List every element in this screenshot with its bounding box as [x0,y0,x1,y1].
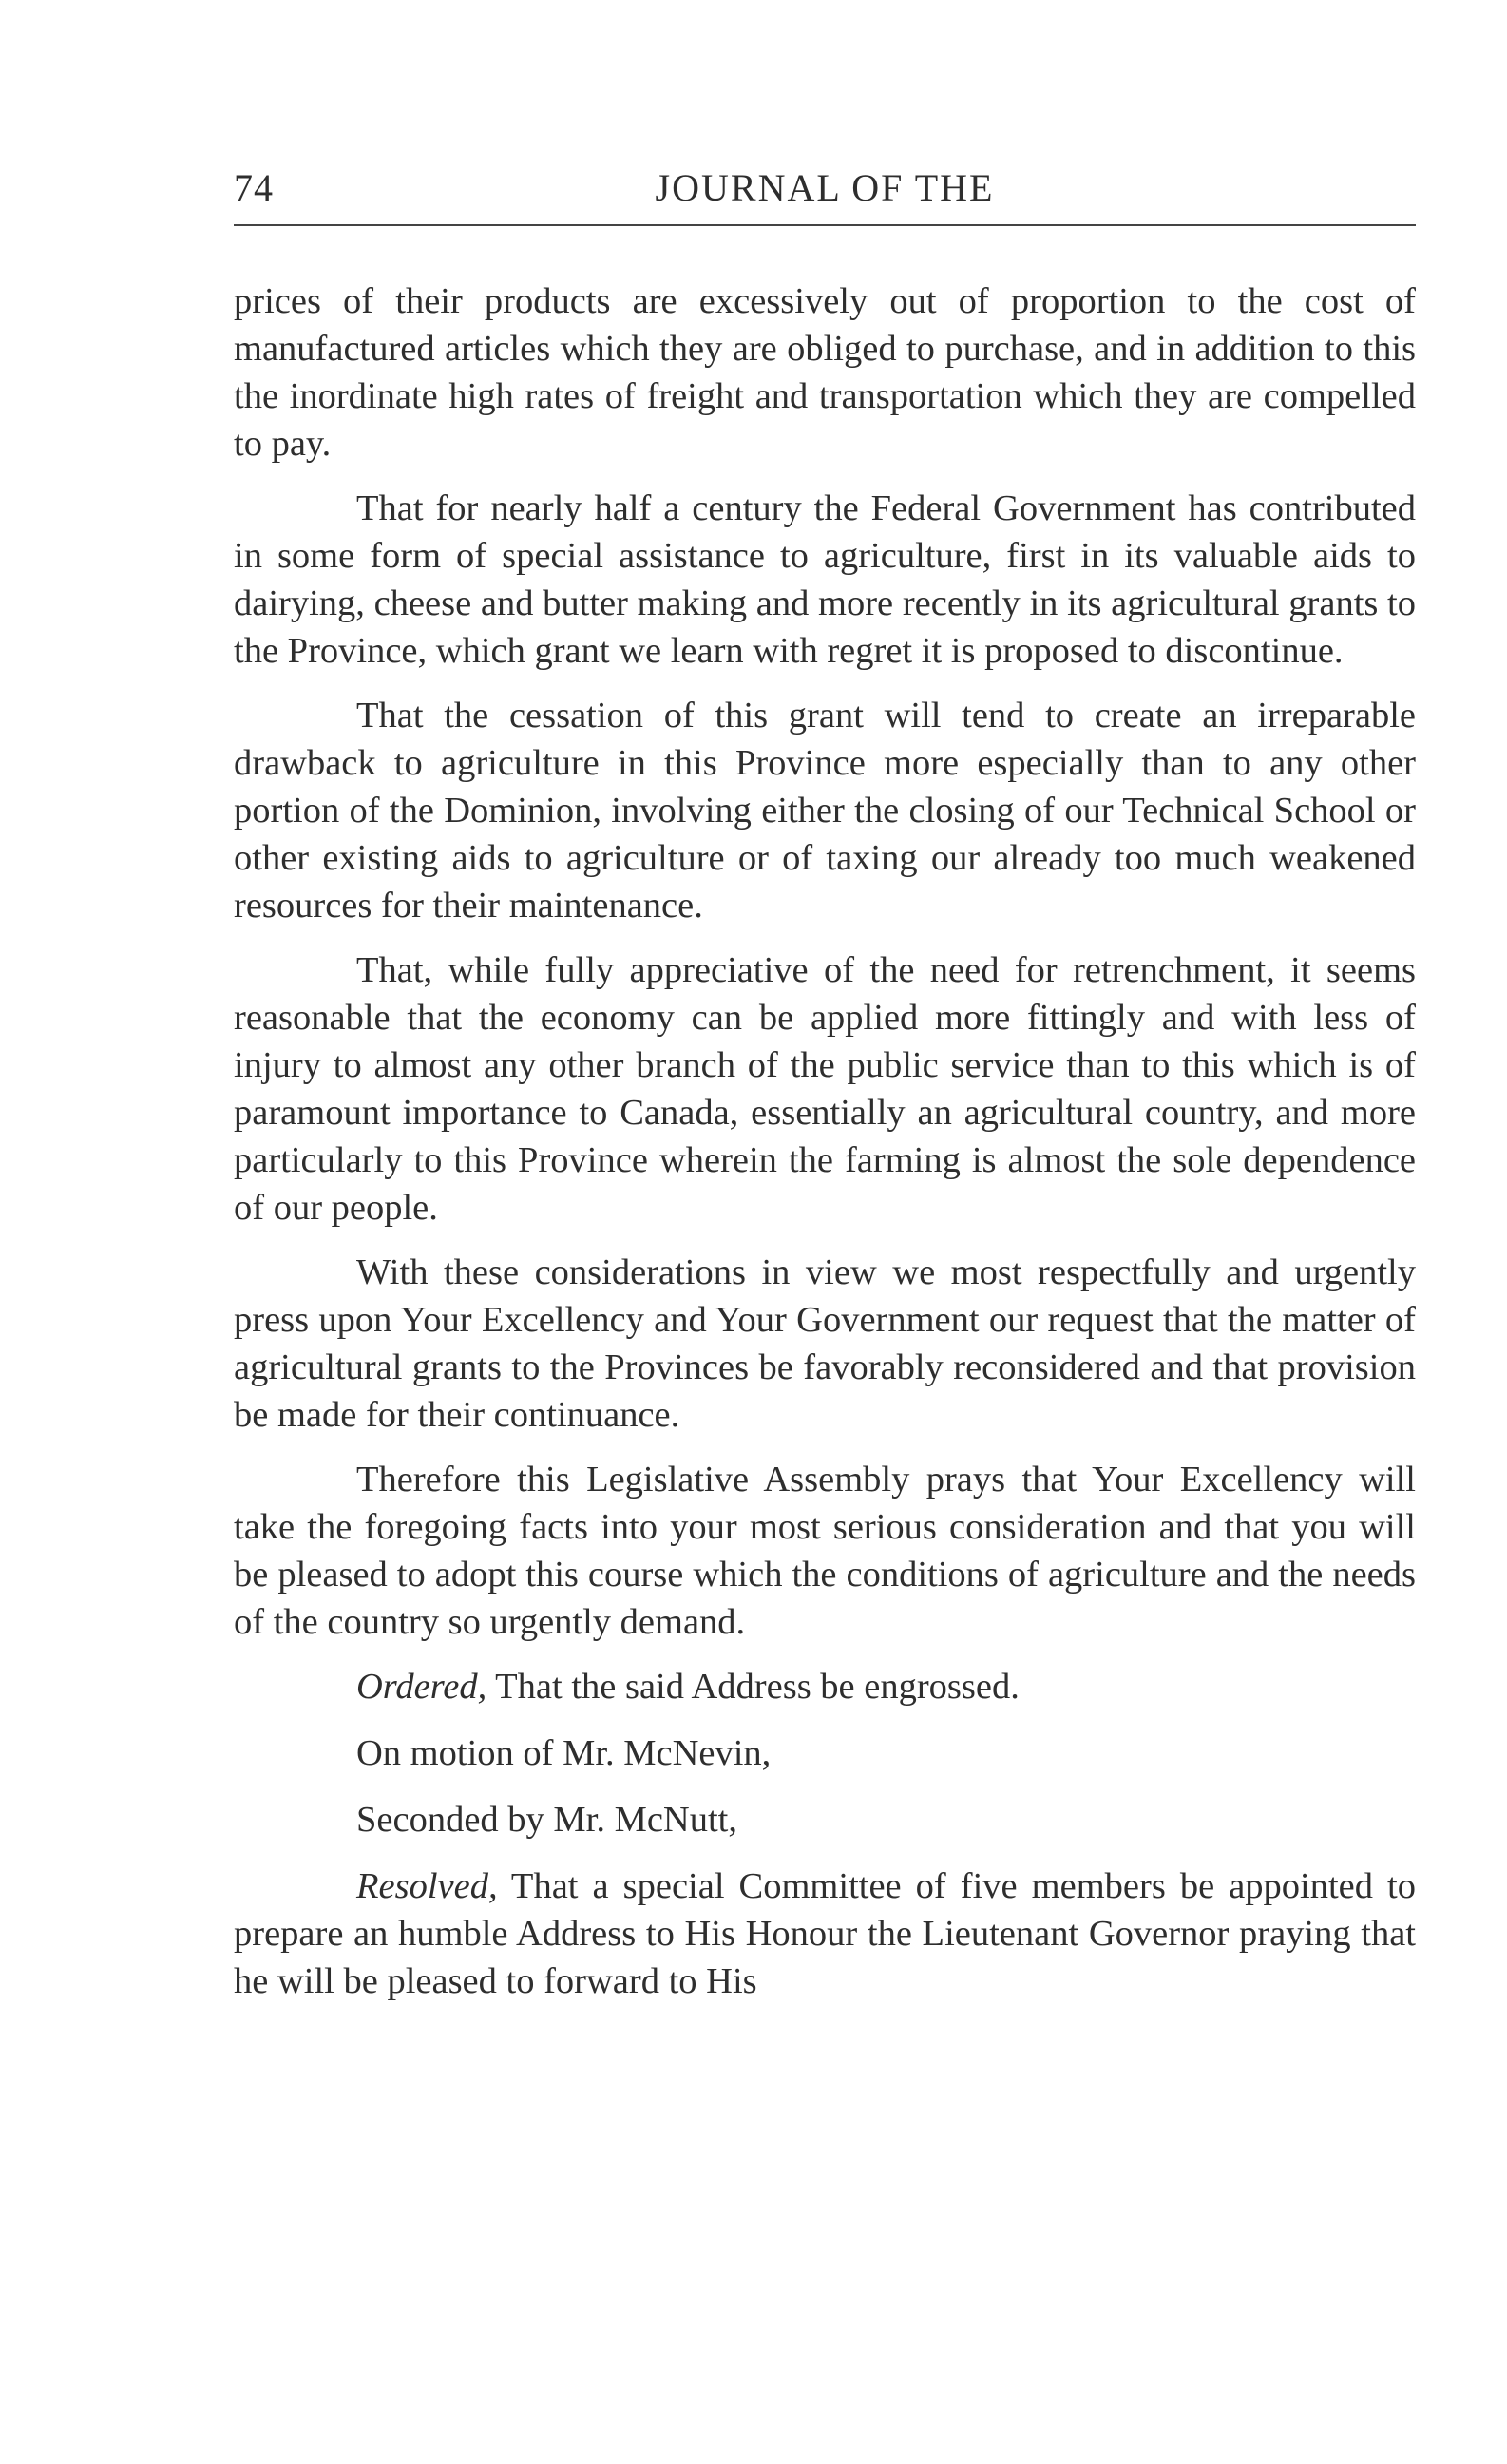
seconded-line: Seconded by Mr. McNutt, [356,1800,737,1840]
resolved-paragraph [234,1862,1416,2005]
paragraph-considerations: With these considerations in view we most respectfully and urgently press upon Your Excellency and Your Government our request that the matter of agricultural grants to the Provinces be favorably reconsidered and that provision be made for their continuance. [234,1252,1416,1435]
paragraph-retrenchment: That, while fully appreciative of the need for retrenchment, it seems reasonable that the economy can be applied more fittingly and with less of injury to almost any other branch of the public service than to this which is of paramount importance to Canada, essentially an agricultural country, and more particularly to this Province wherein the farming is almost the sole dependence of our people. [234,950,1416,1228]
ordered-text: That the said Address be engrossed. [486,1667,1020,1707]
paragraph-therefore: Therefore this Legislative Assembly prays that Your Excellency will take the foregoing facts into your most serious consideration and that you will be pleased to adopt this course which the conditions of agriculture and the needs of the country so urgently demand. [234,1460,1416,1642]
running-head: JOURNAL OF THE [655,166,995,209]
header-rule [234,224,1416,226]
ordered-paragraph [234,1663,1416,1710]
paragraph-federal-government: That for nearly half a century the Federal Government has contributed in some form of special assistance to agriculture, first in its valuable aids to dairying, cheese and butter making and more recently in its agricultural grants to the Province, which grant we learn with regret it is proposed to discontinue. [234,488,1416,671]
paragraph-continued: prices of their products are excessively out of proportion to the cost of manufactured articles which they are obliged to purchase, and in addition to this the inordinate high rates of freight and transportation which they are compelled to pay. [234,281,1416,464]
ordered-lead: Ordered, [356,1667,487,1707]
resolved-lead: Resolved, [356,1866,498,1906]
motion-line: On motion of Mr. McNevin, [356,1733,772,1773]
page-number: 74 [234,166,274,209]
body-text [234,277,1416,2022]
page-header [234,152,1416,228]
resolved-text: That a special Committee of five members be appointed to prepare an humble Address to His Honour the Lieutenant Governor praying that he will be pleased to forward to His [234,1866,1416,2001]
paragraph-cessation-of-grant: That the cessation of this grant will tend to create an irreparable drawback to agriculture in this Province more especially than to any other portion of the Dominion, involving either the closing of our Technical School or other existing aids to agriculture or of taxing our already too much weakened resources for their maintenance. [234,696,1416,926]
